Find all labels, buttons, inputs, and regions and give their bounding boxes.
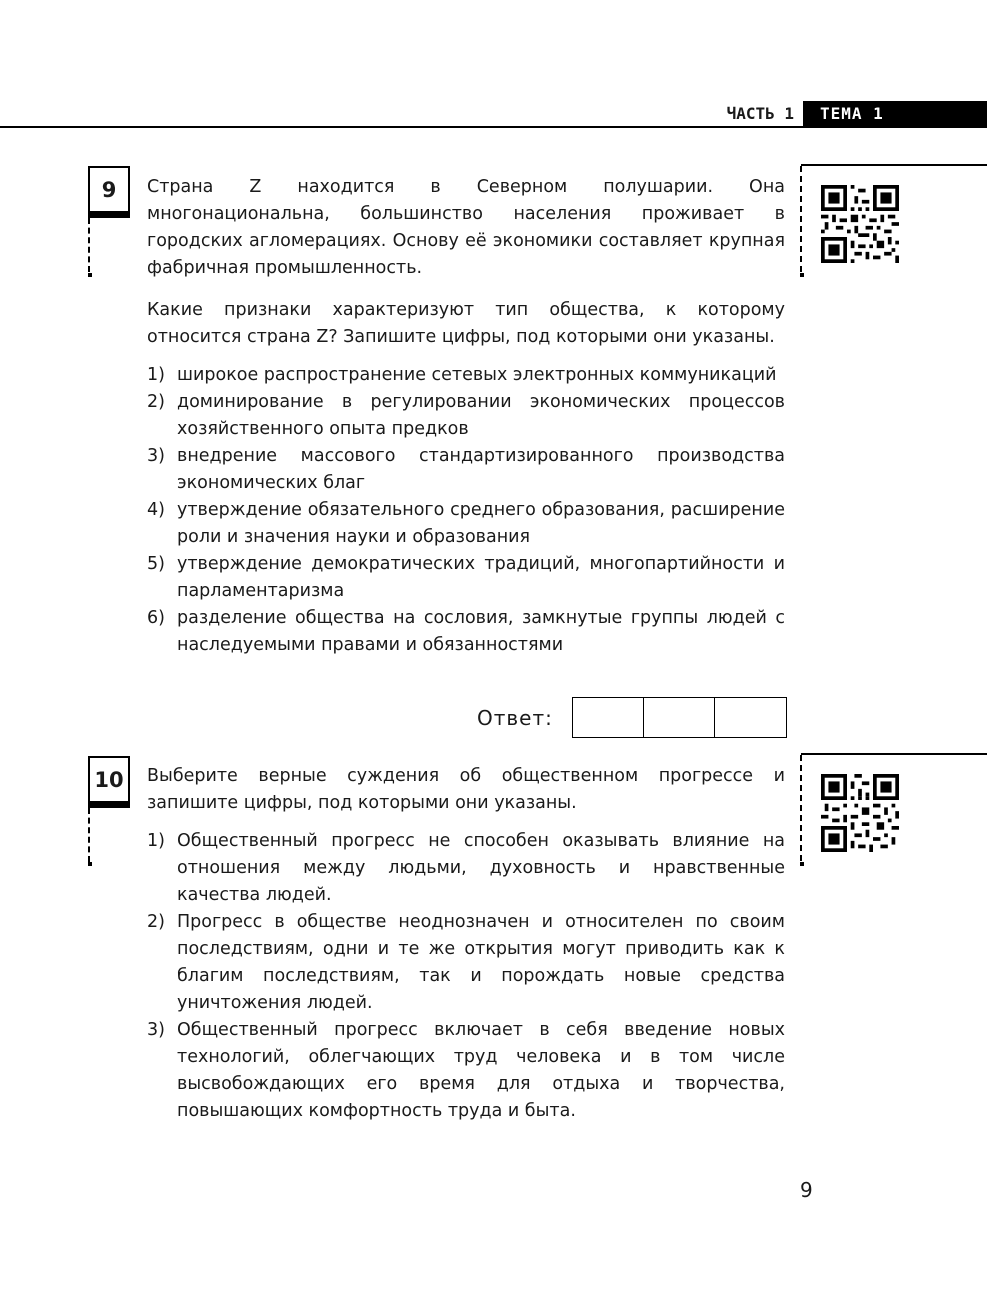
option-item — [147, 605, 785, 659]
option-number: 5) — [147, 554, 165, 574]
answer-label: Ответ: — [477, 706, 553, 730]
option-number: 2) — [147, 392, 165, 412]
option-item — [147, 389, 785, 443]
answer-field[interactable] — [572, 697, 787, 738]
page-number: 9 — [800, 1178, 813, 1202]
option-item — [147, 497, 785, 551]
question-10-qr-rule — [801, 753, 987, 755]
question-10-divider-end — [88, 862, 92, 866]
option-text: Общественный прогресс включает в себя введение новых технологий, облегчающих труд человека и в том числе высвобождающих его время для отдыха и творчества, повышающих комфортность труда и быта. — [177, 1020, 785, 1121]
option-item — [147, 1017, 785, 1125]
option-text: Прогресс в обществе неоднозначен и относителен по своим последствиям, одни и те же открытия могут приводить как к благим последствиям, так и порождать новые средства уничтожения людей. — [177, 912, 785, 1013]
option-number: 1) — [147, 831, 165, 851]
option-number: 6) — [147, 608, 165, 628]
answer-cell-1[interactable] — [573, 698, 644, 737]
option-item — [147, 443, 785, 497]
question-10-options — [147, 828, 785, 1125]
theme-label: ТЕМА 1 — [803, 101, 987, 127]
answer-cell-2[interactable] — [644, 698, 715, 737]
option-text: разделение общества на сословия, замкнутые группы людей с наследуемыми правами и обязанностями — [177, 608, 785, 655]
question-9-prompt: Какие признаки характеризуют тип общества, к которому относится страна Z? Запишите цифры, под которыми они указаны. — [147, 300, 785, 347]
option-text: широкое распространение сетевых электронных коммуникаций — [177, 365, 777, 385]
answer-cell-3[interactable] — [715, 698, 786, 737]
option-number: 1) — [147, 365, 165, 385]
option-text: внедрение массового стандартизированного производства экономических благ — [177, 446, 785, 493]
question-9-qr-rule — [801, 164, 987, 166]
question-9-divider-end — [88, 273, 92, 277]
question-9-divider — [88, 218, 90, 272]
question-10-divider — [88, 808, 90, 862]
question-10-qr-divider-end — [800, 862, 804, 866]
option-text: утверждение демократических традиций, многопартийности и парламентаризма — [177, 554, 785, 601]
option-text: Общественный прогресс не способен оказывать влияние на отношения между людьми, духовность и нравственные качества людей. — [177, 831, 785, 905]
option-text: доминирование в регулировании экономических процессов хозяйственного опыта предков — [177, 392, 785, 439]
header-rule — [0, 126, 987, 128]
option-number: 3) — [147, 1020, 165, 1040]
question-9-body — [147, 174, 785, 659]
option-number: 4) — [147, 500, 165, 520]
question-9-number: 9 — [88, 166, 130, 218]
question-10-qr-divider — [800, 755, 802, 861]
question-9-qr-divider-end — [800, 273, 804, 277]
option-text: утверждение обязательного среднего образования, расширение роли и значения науки и образования — [177, 500, 785, 547]
question-9-condition: Страна Z находится в Северном полушарии. Она многонациональна, большинство населения проживает в городских агломерациях. Основу её экономики составляет крупная фабричная промышленность. — [147, 177, 785, 278]
question-9-options — [147, 362, 785, 659]
question-10-prompt: Выберите верные суждения об общественном прогрессе и запишите цифры, под которыми они указаны. — [147, 766, 785, 813]
question-9-qr-divider — [800, 166, 802, 272]
option-number: 2) — [147, 912, 165, 932]
question-10-number: 10 — [88, 756, 130, 808]
part-label: ЧАСТЬ 1 — [726, 104, 794, 123]
question-10-qr-code[interactable] — [821, 774, 899, 852]
option-item — [147, 909, 785, 1017]
option-item — [147, 828, 785, 909]
option-item — [147, 362, 785, 389]
option-number: 3) — [147, 446, 165, 466]
option-item — [147, 551, 785, 605]
question-9-qr-code[interactable] — [821, 185, 899, 263]
question-10-body — [147, 763, 785, 1125]
